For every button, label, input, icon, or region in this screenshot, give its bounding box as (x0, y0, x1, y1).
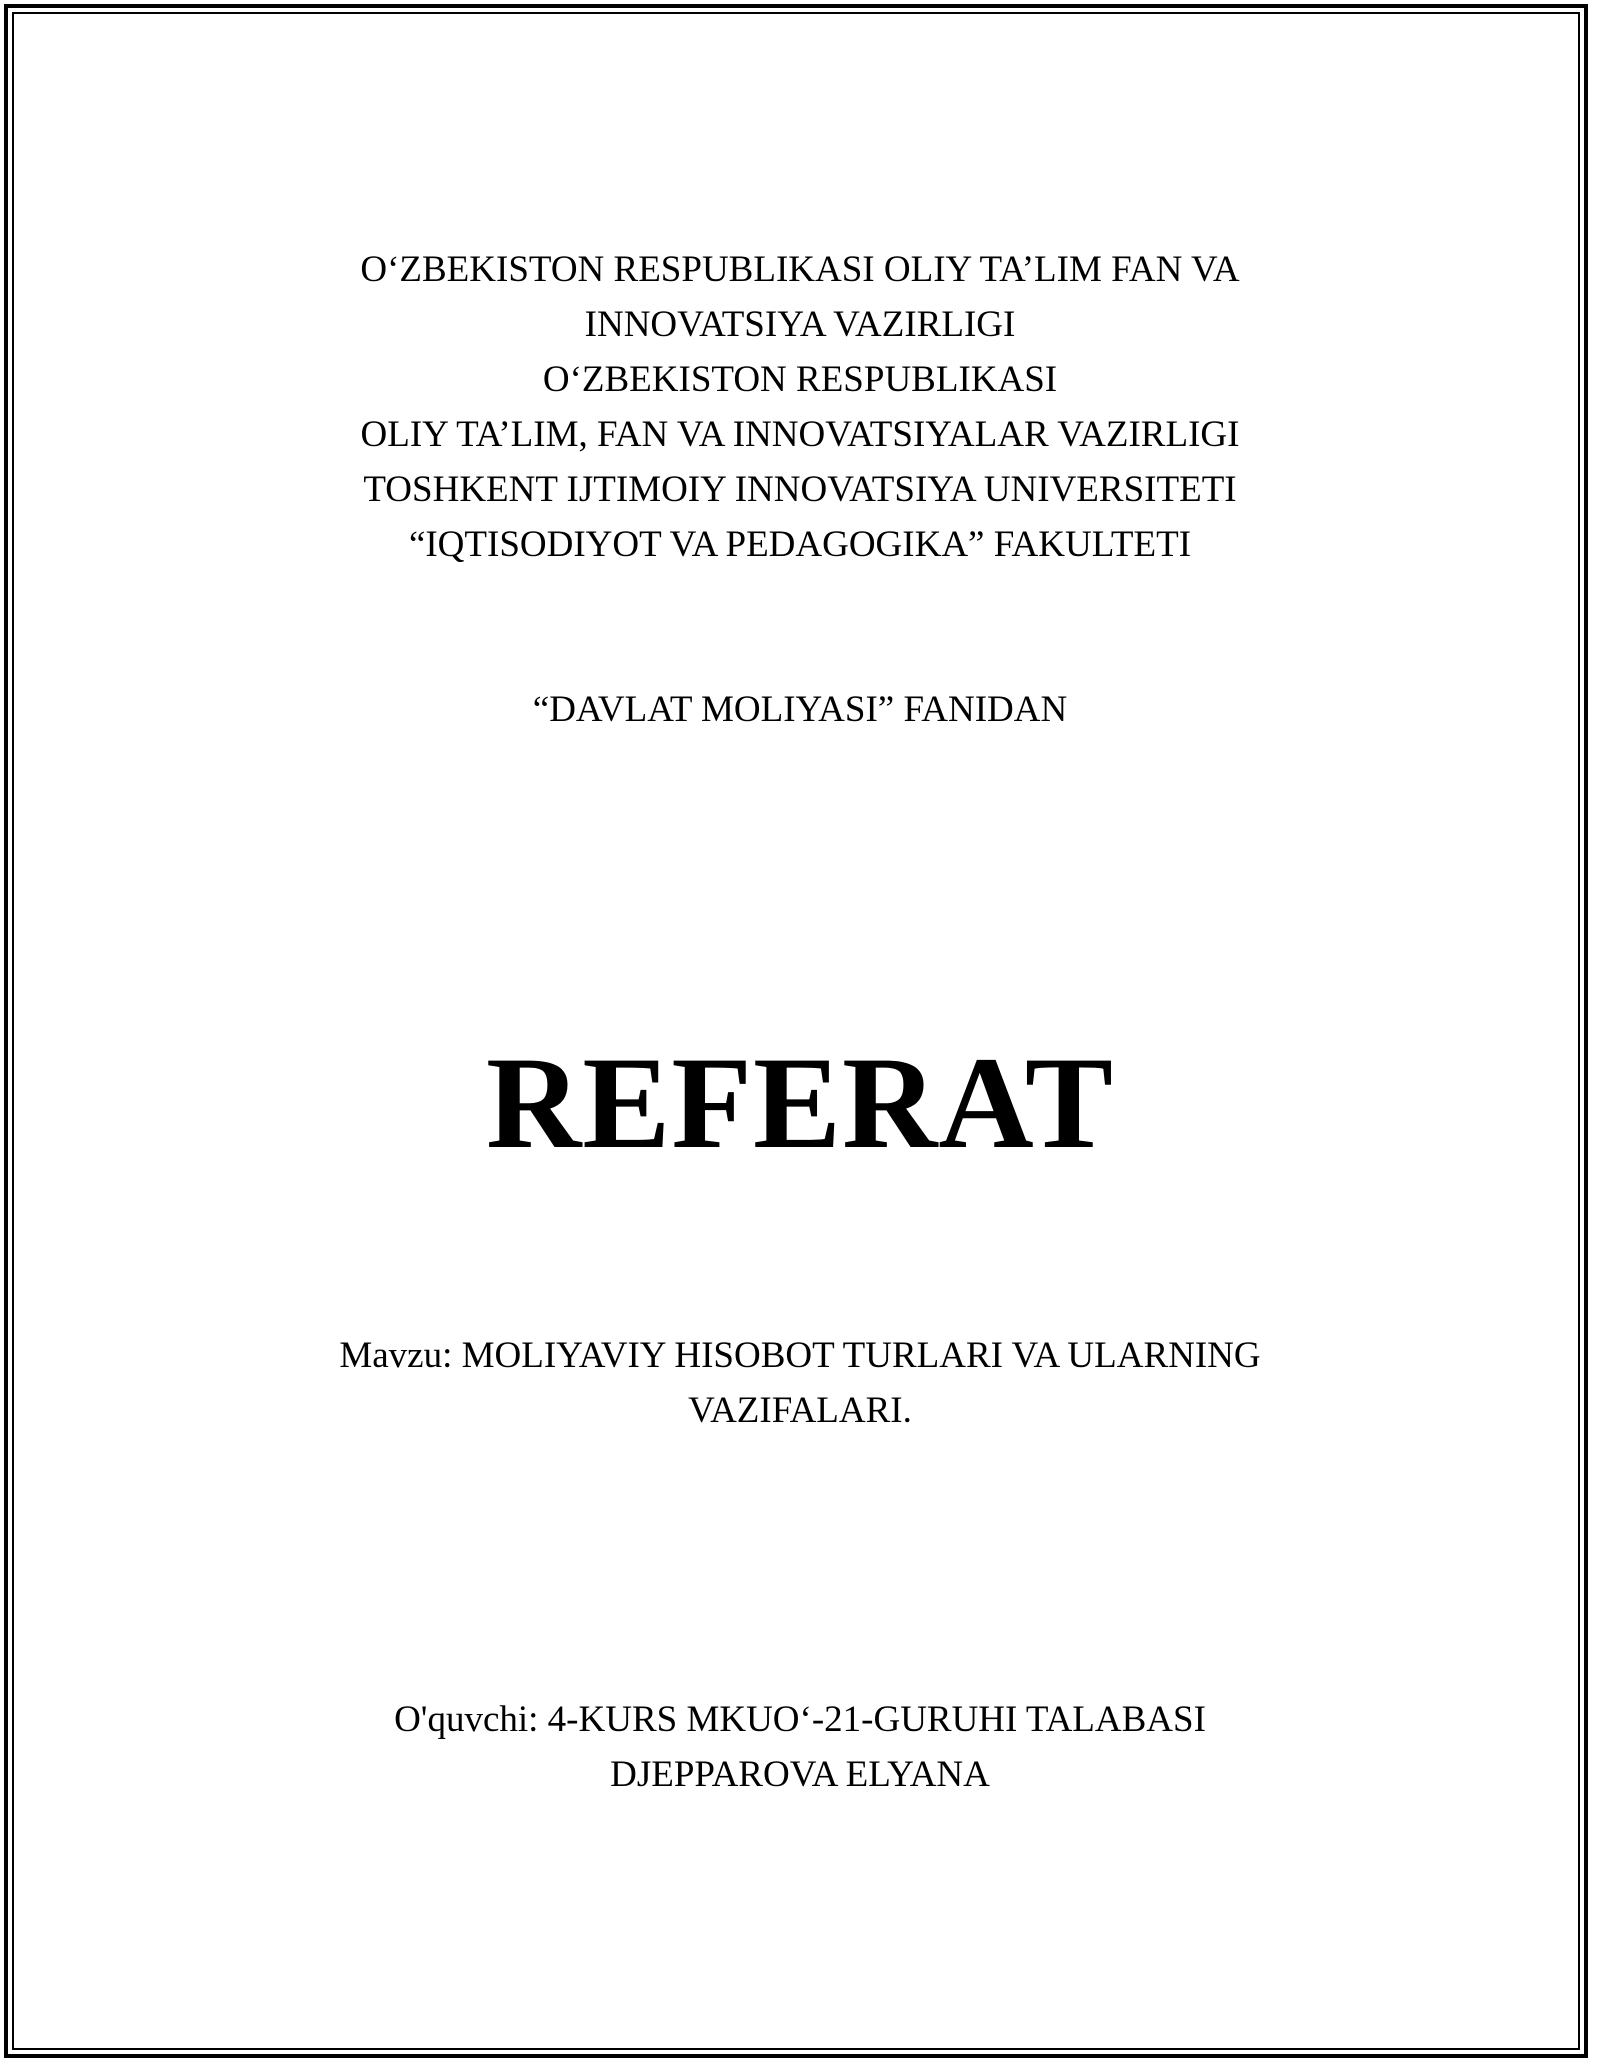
header-line-3: O‘ZBEKISTON RESPUBLIKASI (542, 359, 1058, 400)
subject-section (0, 682, 1600, 737)
student-line-1: O'quvchi: 4-KURS MKUO‘-21-GURUHI TALABASI (394, 1699, 1206, 1740)
subject-line: “DAVLAT MOLIYASI” FANIDAN (532, 689, 1068, 730)
header-line-2: INNOVATSIYA VAZIRLIGI (584, 304, 1016, 345)
student-section (0, 1692, 1600, 1802)
institution-header (0, 242, 1600, 572)
title-section (0, 1028, 1600, 1178)
topic-line-2: VAZIFALARI. (688, 1390, 912, 1431)
document-title: REFERAT (486, 1029, 1114, 1176)
header-line-1: O‘ZBEKISTON RESPUBLIKASI OLIY TA’LIM FAN VA (360, 249, 1240, 290)
header-line-4: OLIY TA’LIM, FAN VA INNOVATSIYALAR VAZIRLIGI (360, 414, 1240, 455)
topic-line-1: Mavzu: MOLIYAVIY HISOBOT TURLARI VA ULARNING (339, 1335, 1261, 1376)
header-line-6: “IQTISODIYOT VA PEDAGOGIKA” FAKULTETI (408, 524, 1192, 565)
header-line-5: TOSHKENT IJTIMOIY INNOVATSIYA UNIVERSITETI (363, 469, 1237, 510)
student-line-2: DJEPPAROVA ELYANA (610, 1754, 990, 1795)
topic-section (0, 1328, 1600, 1438)
